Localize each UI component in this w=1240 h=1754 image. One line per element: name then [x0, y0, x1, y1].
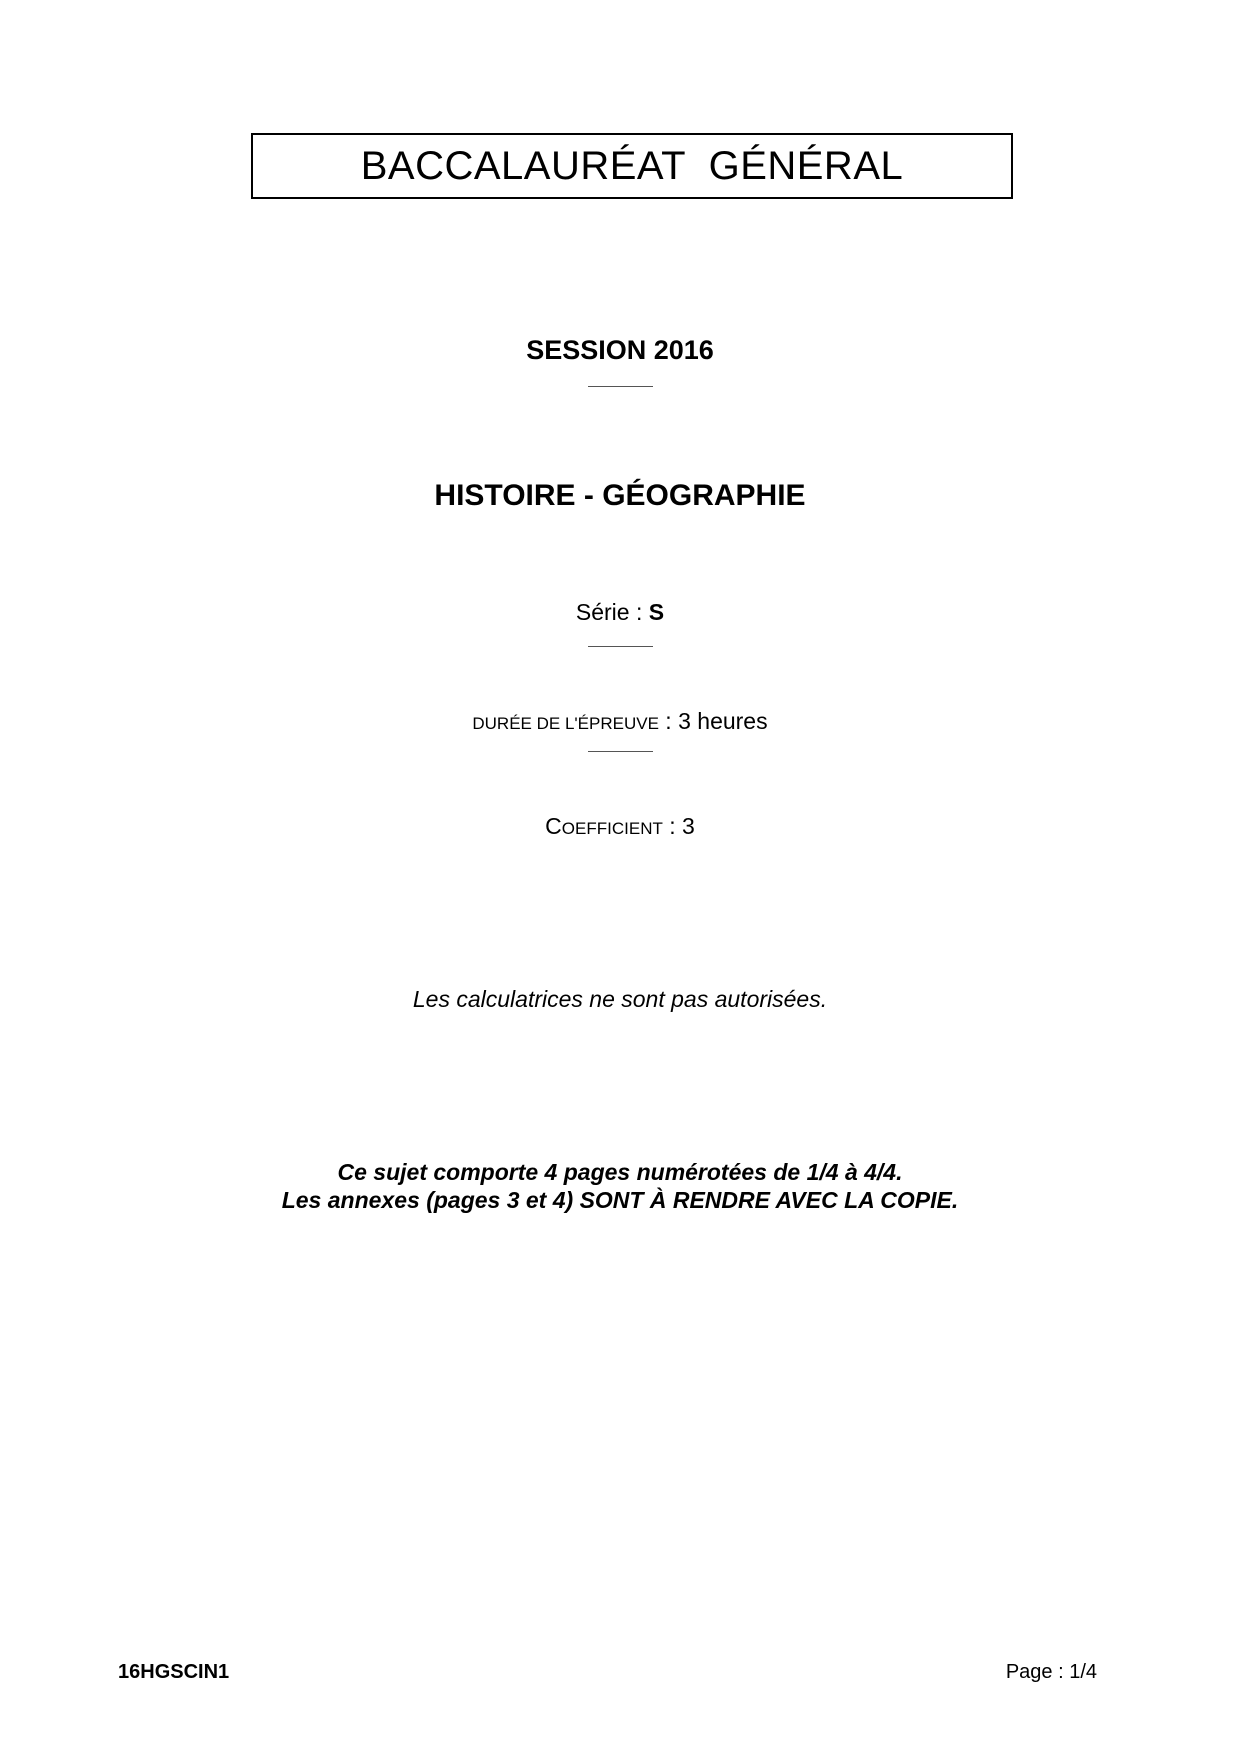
- duration-label-e: É: [577, 714, 589, 733]
- footer-exam-code: 16HGSCIN1: [118, 1661, 230, 1683]
- title-box: [251, 133, 1013, 199]
- annexes-note: Les annexes (pages 3 et 4) SONT À RENDRE AVEC LA COPIE.: [281, 1187, 959, 1213]
- duration-label-d: D: [472, 714, 485, 733]
- coefficient-line: [0, 815, 1240, 838]
- exam-title: BACCALAURÉAT GÉNÉRAL: [360, 144, 904, 188]
- coefficient-label-c: C: [545, 813, 562, 839]
- session-heading: SESSION 2016: [526, 335, 714, 365]
- duration-value: : 3 heures: [658, 708, 768, 734]
- separator-line: [588, 751, 653, 752]
- serie-line: [0, 601, 1240, 624]
- serie-value: S: [648, 599, 665, 625]
- separator-line: [588, 386, 653, 387]
- serie-label: Série :: [575, 599, 649, 625]
- separator-line: [588, 646, 653, 647]
- footer-page-number: Page : 1/4: [1005, 1661, 1097, 1683]
- duration-line: [0, 710, 1240, 733]
- subject-heading: HISTOIRE - GÉOGRAPHIE: [434, 479, 806, 512]
- coefficient-label-rest: OEFFICIENT: [561, 819, 663, 838]
- coefficient-value: : 3: [662, 813, 695, 839]
- duration-label-part2: PREUVE: [589, 714, 659, 733]
- pages-note: Ce sujet comporte 4 pages numérotées de 1/4 à 4/4.: [337, 1159, 903, 1185]
- calculators-note: Les calculatrices ne sont pas autorisées.: [412, 986, 828, 1012]
- duration-label-part1: URÉE DE L': [484, 714, 578, 733]
